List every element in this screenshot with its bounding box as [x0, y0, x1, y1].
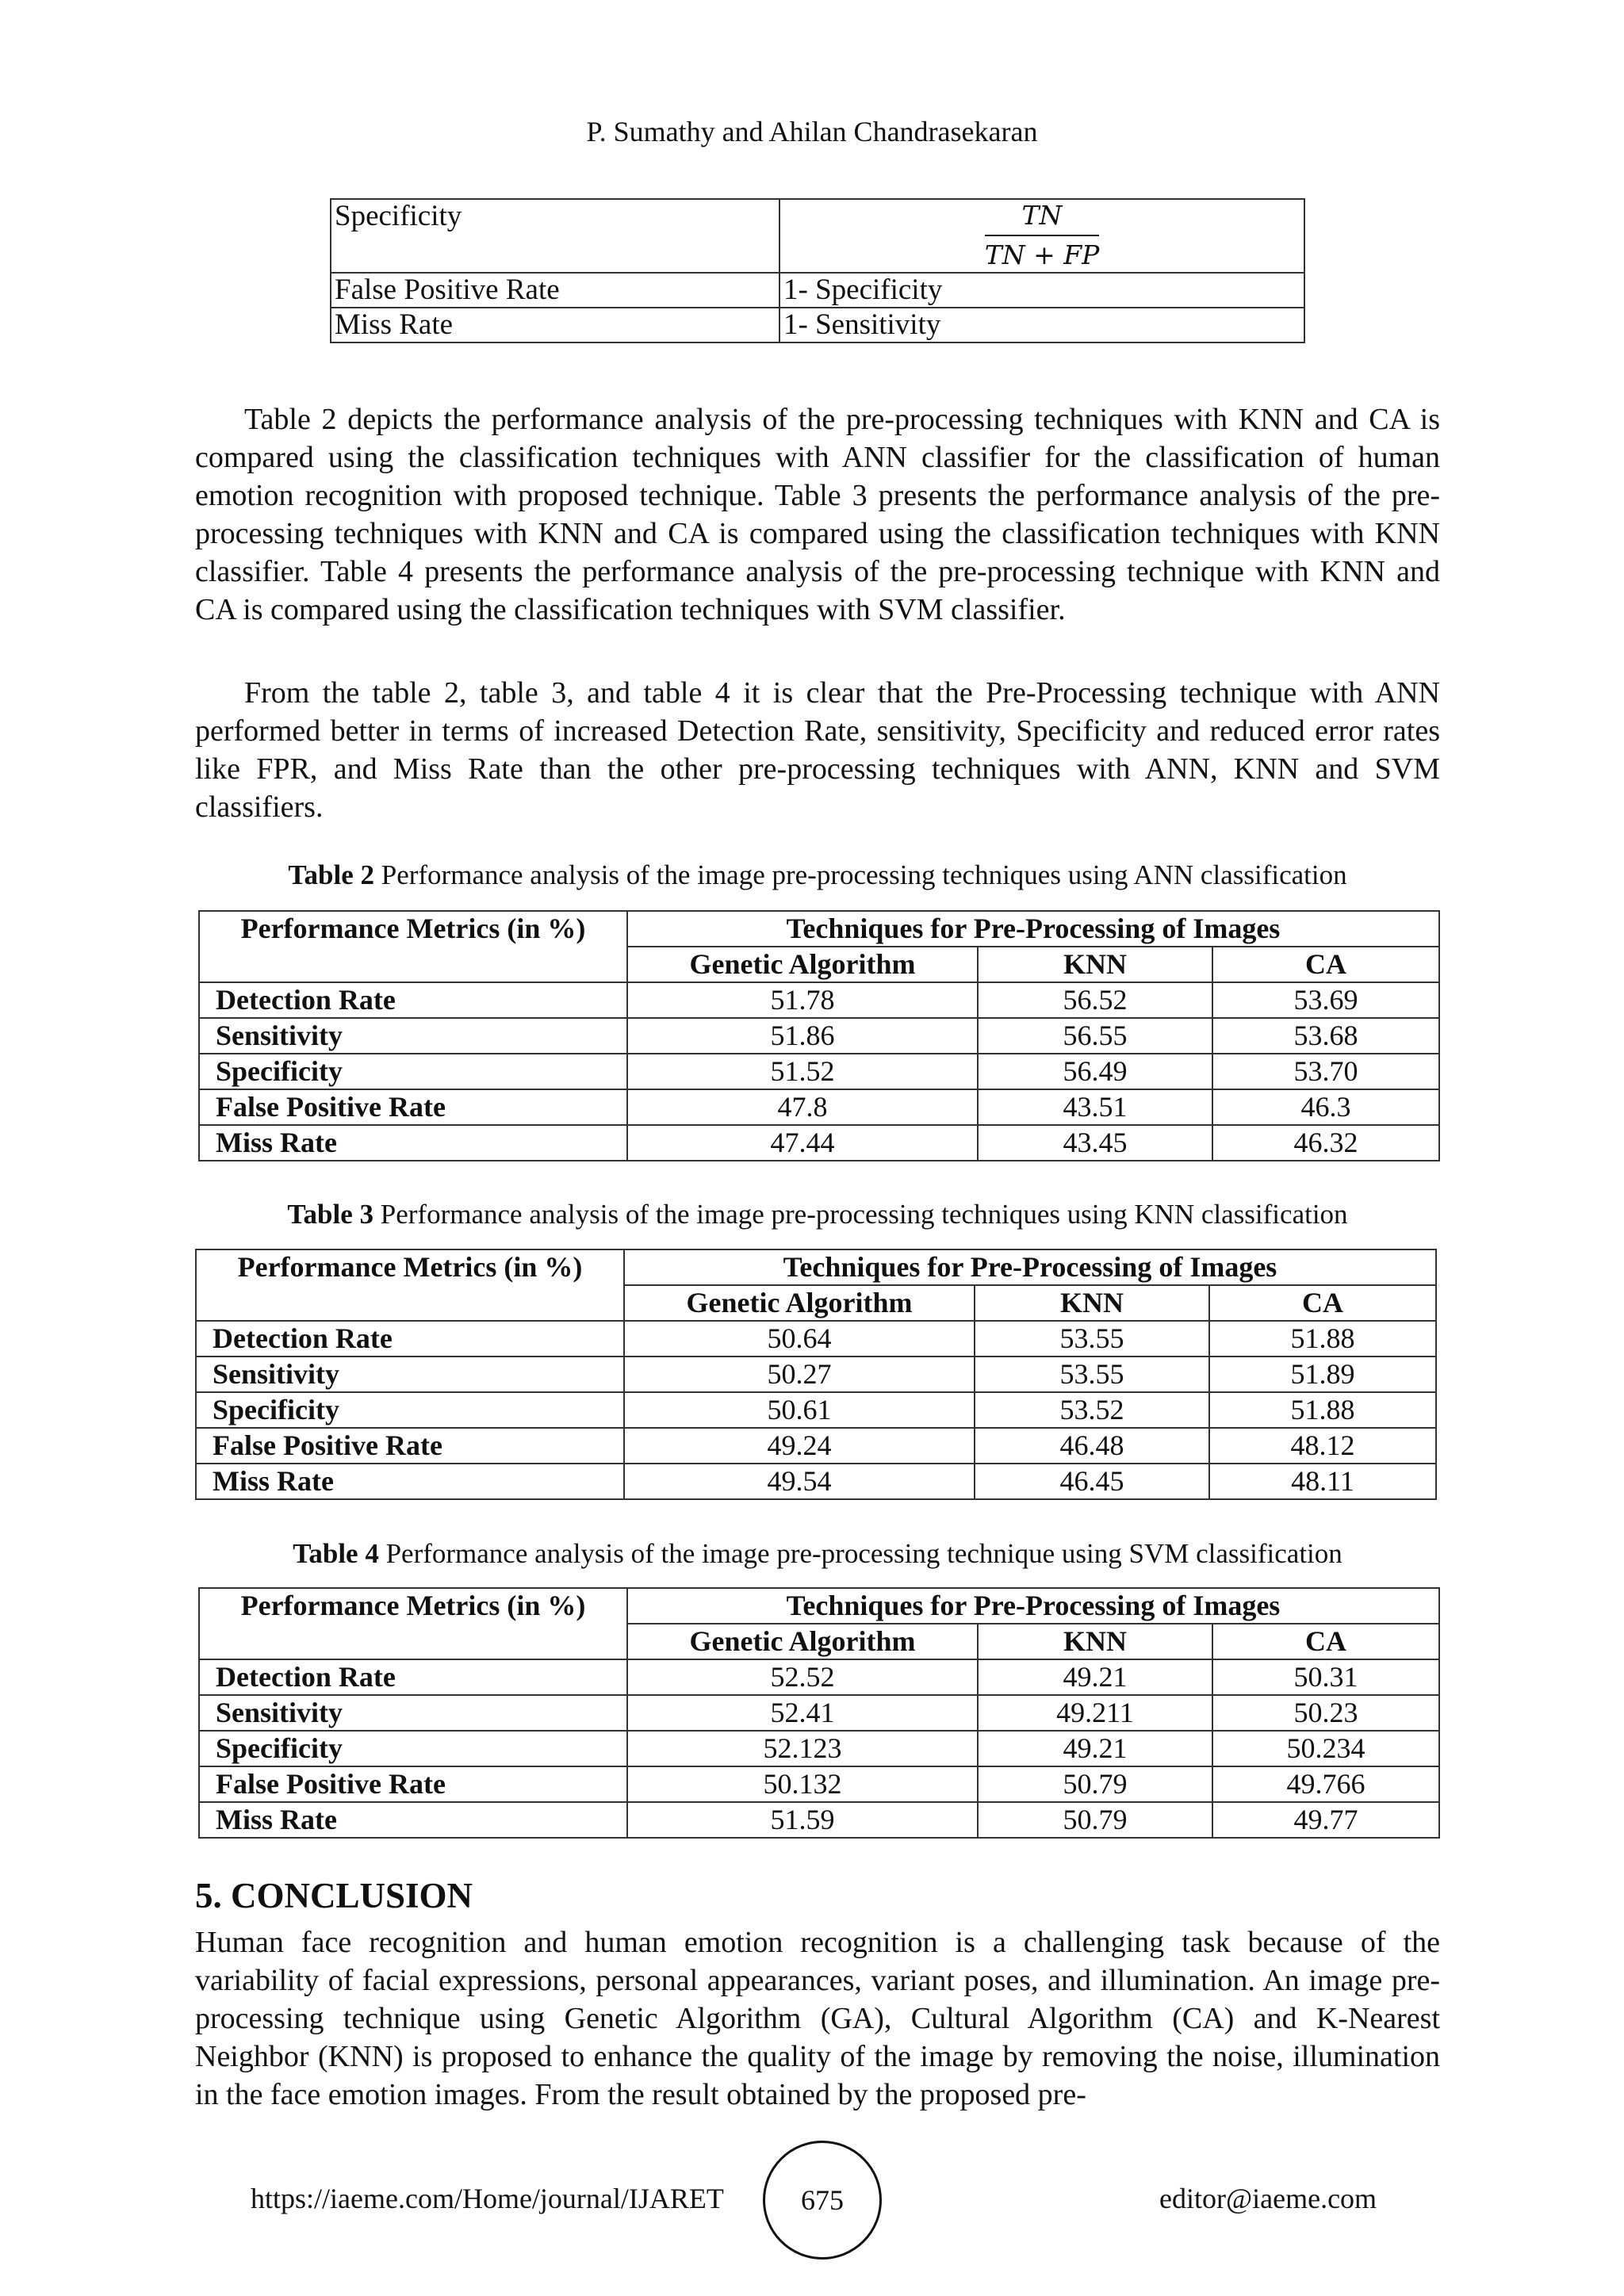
- specificity-fraction: [985, 200, 1100, 271]
- table-cell: 53.55: [975, 1321, 1209, 1357]
- table-cell: 56.49: [978, 1054, 1212, 1089]
- caption-label: Table 2: [288, 859, 374, 890]
- table-cell: 53.52: [975, 1392, 1209, 1428]
- table-cell: 49.21: [978, 1731, 1212, 1766]
- table-caption: [195, 1538, 1440, 1570]
- table-row: [199, 1731, 1439, 1766]
- table-cell: 50.27: [624, 1357, 975, 1392]
- metric-label: Miss Rate: [196, 1464, 624, 1499]
- table-cell: 43.51: [978, 1089, 1212, 1125]
- metric-label: False Positive Rate: [199, 1089, 627, 1125]
- results-table: [198, 1587, 1440, 1839]
- group-header: Techniques for Pre-Processing of Images: [627, 1588, 1439, 1624]
- table-cell: 53.68: [1212, 1018, 1439, 1054]
- caption-text: Performance analysis of the image pre-processing techniques using ANN classification: [374, 859, 1347, 890]
- table-cell: 50.79: [978, 1802, 1212, 1838]
- metric-label: False Positive Rate: [199, 1766, 627, 1802]
- table-cell: 51.89: [1209, 1357, 1436, 1392]
- table-cell: 49.211: [978, 1695, 1212, 1731]
- caption-text: Performance analysis of the image pre-processing technique using SVM classification: [378, 1538, 1342, 1569]
- table-row: [196, 1428, 1436, 1464]
- metric-label: Specificity: [196, 1392, 624, 1428]
- metric-label: Detection Rate: [199, 1659, 627, 1695]
- table-cell: 56.55: [978, 1018, 1212, 1054]
- column-header: Genetic Algorithm: [624, 1285, 975, 1321]
- column-header: KNN: [978, 1624, 1212, 1659]
- table-caption: [195, 859, 1440, 891]
- group-header: Techniques for Pre-Processing of Images: [624, 1249, 1436, 1285]
- fraction-denominator: TN + FP: [984, 239, 1100, 270]
- column-header: CA: [1209, 1285, 1436, 1321]
- metric-label: Miss Rate: [199, 1802, 627, 1838]
- table-cell: 50.79: [978, 1766, 1212, 1802]
- table-row: [199, 1054, 1439, 1089]
- editor-email[interactable]: editor@iaeme.com: [1159, 2183, 1377, 2214]
- table-cell: 49.24: [624, 1428, 975, 1464]
- table-header-row: [196, 1249, 1436, 1285]
- body-paragraph: Table 2 depicts the performance analysis of the pre-processing techniques with KNN and CA is compared using the classification techniques with ANN classifier for the classification of human emotion recognition with proposed technique. Table 3 presents the performance analysis of the pre-processing techniques with KNN and CA is compared using the classification techniques with KNN classifier. Table 4 presents the performance analysis of the pre-processing technique with KNN and CA is compared using the classification techniques with SVM classifier.: [195, 403, 1440, 626]
- table-cell: 50.61: [624, 1392, 975, 1428]
- table-cell: 50.132: [627, 1766, 978, 1802]
- table-cell: 43.45: [978, 1125, 1212, 1161]
- table-cell: 47.8: [627, 1089, 978, 1125]
- table-cell: 50.64: [624, 1321, 975, 1357]
- metric-header: Performance Metrics (in %): [199, 1588, 627, 1659]
- results-table: [195, 1249, 1437, 1500]
- caption-label: Table 4: [293, 1538, 379, 1569]
- journal-link[interactable]: https://iaeme.com/Home/journal/IJARET: [251, 2183, 724, 2214]
- table-cell: 49.77: [1212, 1802, 1439, 1838]
- table-row: [199, 1089, 1439, 1125]
- metric-definition-table: [330, 198, 1305, 343]
- table-cell: 49.21: [978, 1659, 1212, 1695]
- table-cell: 50.31: [1212, 1659, 1439, 1695]
- table-cell: 47.44: [627, 1125, 978, 1161]
- caption-text: Performance analysis of the image pre-processing techniques using KNN classification: [373, 1199, 1348, 1230]
- metric-label: Sensitivity: [199, 1695, 627, 1731]
- table-row: [199, 1766, 1439, 1802]
- table-cell: 51.52: [627, 1054, 978, 1089]
- table-cell: 49.766: [1212, 1766, 1439, 1802]
- group-header: Techniques for Pre-Processing of Images: [627, 911, 1439, 947]
- column-header: Genetic Algorithm: [627, 947, 978, 982]
- table-row: [199, 1125, 1439, 1161]
- fraction-numerator: TN: [985, 200, 1100, 236]
- page-number: 675: [763, 2141, 882, 2260]
- table-cell: 52.52: [627, 1659, 978, 1695]
- table-caption: [195, 1199, 1440, 1230]
- table-cell: 46.48: [975, 1428, 1209, 1464]
- results-table: [198, 910, 1440, 1161]
- table-cell: 50.234: [1212, 1731, 1439, 1766]
- table-row: [199, 1659, 1439, 1695]
- table-cell: 48.11: [1209, 1464, 1436, 1499]
- column-header: KNN: [975, 1285, 1209, 1321]
- metric-formula: [779, 199, 1304, 273]
- table-cell: 51.86: [627, 1018, 978, 1054]
- table-cell: 52.123: [627, 1731, 978, 1766]
- column-header: CA: [1212, 1624, 1439, 1659]
- table-cell: 46.32: [1212, 1125, 1439, 1161]
- table-row: [196, 1464, 1436, 1499]
- column-header: KNN: [978, 947, 1212, 982]
- table-row: [331, 308, 1304, 342]
- metric-formula: 1- Specificity: [779, 273, 1304, 308]
- table-cell: 46.45: [975, 1464, 1209, 1499]
- table-cell: 53.69: [1212, 982, 1439, 1018]
- metric-label: Specificity: [199, 1731, 627, 1766]
- table-row: [199, 982, 1439, 1018]
- table-row: [199, 1802, 1439, 1838]
- table-row: [199, 1695, 1439, 1731]
- table-cell: 49.54: [624, 1464, 975, 1499]
- metric-name: Miss Rate: [331, 308, 779, 342]
- column-header: Genetic Algorithm: [627, 1624, 978, 1659]
- table-cell: 51.88: [1209, 1321, 1436, 1357]
- table-header-row: [199, 911, 1439, 947]
- table-header-row: [199, 1588, 1439, 1624]
- table-cell: 51.88: [1209, 1392, 1436, 1428]
- metric-header: Performance Metrics (in %): [196, 1249, 624, 1321]
- table-row: [331, 273, 1304, 308]
- caption-label: Table 3: [287, 1199, 374, 1230]
- metric-header: Performance Metrics (in %): [199, 911, 627, 982]
- table-cell: 56.52: [978, 982, 1212, 1018]
- metric-name: Specificity: [331, 199, 779, 273]
- table-cell: 53.70: [1212, 1054, 1439, 1089]
- column-header: CA: [1212, 947, 1439, 982]
- table-cell: 51.59: [627, 1802, 978, 1838]
- table-cell: 51.78: [627, 982, 978, 1018]
- conclusion-paragraph: Human face recognition and human emotion recognition is a challenging task because of the variability of facial expressions, personal appearances, variant poses, and illumination. An image pre-processing technique using Genetic Algorithm (GA), Cultural Algorithm (CA) and K-Nearest Neighbor (KNN) is proposed to enhance the quality of the image by removing the noise, illumination in the face emotion images. From the result obtained by the proposed pre-: [195, 1926, 1440, 2111]
- table-cell: 52.41: [627, 1695, 978, 1731]
- body-paragraph: From the table 2, table 3, and table 4 it is clear that the Pre-Processing technique with ANN performed better in terms of increased Detection Rate, sensitivity, Specificity and reduced error rates like FPR, and Miss Rate than the other pre-processing techniques with ANN, KNN and SVM classifiers.: [195, 676, 1440, 824]
- table-cell: 50.23: [1212, 1695, 1439, 1731]
- metric-label: Sensitivity: [196, 1357, 624, 1392]
- table-cell: 53.55: [975, 1357, 1209, 1392]
- metric-label: Sensitivity: [199, 1018, 627, 1054]
- metric-label: Specificity: [199, 1054, 627, 1089]
- metric-name: False Positive Rate: [331, 273, 779, 308]
- table-row: [196, 1392, 1436, 1428]
- table-row: [196, 1357, 1436, 1392]
- metric-label: Detection Rate: [199, 982, 627, 1018]
- table-row: [331, 199, 1304, 273]
- metric-formula: 1- Sensitivity: [779, 308, 1304, 342]
- metric-label: False Positive Rate: [196, 1428, 624, 1464]
- running-header: P. Sumathy and Ahilan Chandrasekaran: [586, 116, 1038, 147]
- table-cell: 48.12: [1209, 1428, 1436, 1464]
- table-row: [199, 1018, 1439, 1054]
- metric-label: Miss Rate: [199, 1125, 627, 1161]
- table-row: [196, 1321, 1436, 1357]
- section-heading: 5. CONCLUSION: [195, 1876, 473, 1915]
- table-cell: 46.3: [1212, 1089, 1439, 1125]
- metric-label: Detection Rate: [196, 1321, 624, 1357]
